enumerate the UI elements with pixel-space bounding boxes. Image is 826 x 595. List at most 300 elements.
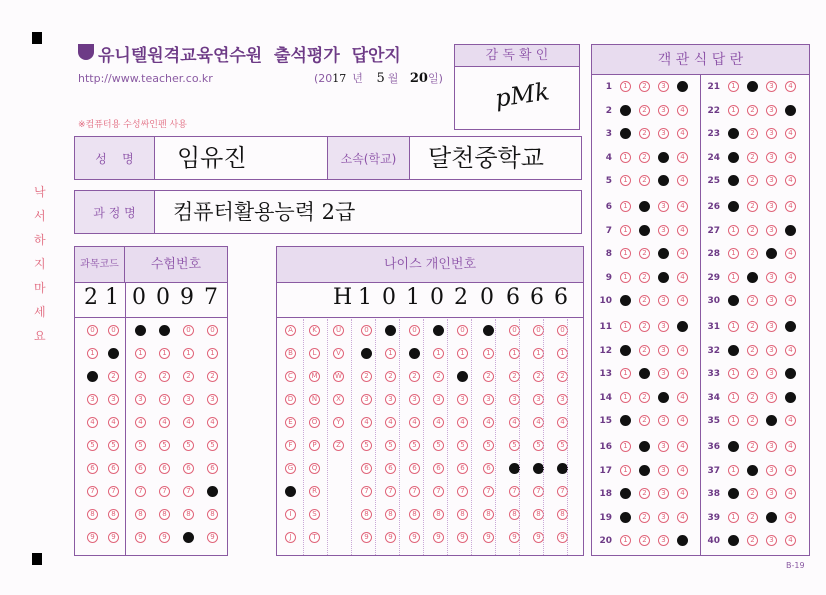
timing-mark-top — [32, 32, 42, 44]
answer-bubble: 8 — [457, 509, 468, 520]
answer-bubble: 2 — [639, 272, 650, 283]
answer-bubble: 8 — [433, 509, 444, 520]
answer-bubble: 2 — [747, 81, 758, 92]
answer-bubble: 4 — [677, 368, 688, 379]
written-digit: 6 — [506, 285, 520, 310]
letter-bubble: Z — [333, 440, 344, 451]
answer-bubble: 1 — [207, 348, 218, 359]
letter-bubble: O — [309, 417, 320, 428]
answer-bubble: 7 — [557, 486, 568, 497]
answer-bubble: 4 — [677, 535, 688, 546]
answer-bubble: 4 — [785, 415, 796, 426]
answer-bubble: 0 — [135, 325, 146, 336]
answer-bubble: 1 — [620, 201, 631, 212]
question-number: 35 — [707, 416, 720, 427]
answer-bubble: 4 — [557, 417, 568, 428]
grid-line — [543, 319, 544, 555]
answer-bubble: 3 — [766, 295, 777, 306]
answer-bubble: 6 — [135, 463, 146, 474]
question-number: 21 — [707, 82, 720, 92]
answer-bubble: 1 — [620, 415, 631, 426]
grid-line — [519, 319, 520, 555]
question-number: 8 — [605, 249, 612, 260]
answer-bubble: 3 — [457, 394, 468, 405]
answer-bubble: 9 — [135, 532, 146, 543]
answer-bubble: 3 — [658, 225, 669, 236]
question-number: 32 — [707, 345, 720, 356]
question-number: 18 — [599, 489, 612, 500]
grid-line — [399, 319, 400, 555]
answer-bubble: 2 — [639, 441, 650, 452]
affiliation-value: 달천중학교 — [428, 144, 544, 172]
letter-bubble: F — [285, 440, 296, 451]
written-digit: 2 — [84, 285, 98, 310]
answer-bubble: 1 — [620, 368, 631, 379]
answer-bubble: 2 — [747, 248, 758, 259]
answer-bubble: 1 — [620, 441, 631, 452]
answer-bubble: 3 — [87, 394, 98, 405]
answer-bubble: 4 — [433, 417, 444, 428]
exam-number-label: 수험번호 — [125, 247, 227, 283]
answer-bubble: 2 — [639, 512, 650, 523]
course-row — [74, 190, 582, 234]
answer-bubble: 2 — [747, 512, 758, 523]
answer-bubble: 7 — [533, 486, 544, 497]
answer-bubble: 3 — [766, 535, 777, 546]
letter-bubble: M — [309, 371, 320, 382]
answer-bubble: 1 — [620, 272, 631, 283]
written-digit: 7 — [204, 285, 218, 310]
answer-bubble: 2 — [639, 128, 650, 139]
answer-box — [591, 44, 810, 556]
answer-bubble: 3 — [766, 248, 777, 259]
answer-bubble: 3 — [658, 535, 669, 546]
answer-bubble: 2 — [747, 272, 758, 283]
written-digit: 0 — [480, 285, 494, 310]
side-char: 마 — [34, 281, 46, 295]
answer-bubble: 9 — [87, 532, 98, 543]
exam-date — [314, 70, 443, 86]
answer-bubble: 1 — [728, 175, 739, 186]
answer-bubble: 5 — [159, 440, 170, 451]
answer-bubble: 4 — [785, 175, 796, 186]
letter-bubble: H — [285, 486, 296, 497]
question-number: 26 — [707, 202, 720, 212]
answer-bubble: 3 — [658, 201, 669, 212]
answer-bubble: 6 — [509, 463, 520, 474]
question-number: 19 — [599, 512, 612, 523]
question-number: 38 — [707, 489, 720, 500]
neis-label: 나이스 개인번호 — [277, 247, 583, 283]
answer-bubble: 5 — [361, 440, 372, 451]
answer-bubble: 5 — [385, 440, 396, 451]
answer-bubble: 6 — [533, 463, 544, 474]
name-label: 성 명 — [75, 137, 155, 179]
answer-bubble: 2 — [639, 225, 650, 236]
answer-bubble: 1 — [728, 488, 739, 499]
answer-bubble: 2 — [747, 152, 758, 163]
answer-bubble: 3 — [766, 465, 777, 476]
answer-bubble: 9 — [533, 532, 544, 543]
written-digit: 0 — [156, 285, 170, 310]
form-code: B-19 — [786, 561, 805, 570]
date-month-suffix: 월 — [387, 72, 399, 85]
answer-bubble: 9 — [557, 532, 568, 543]
answer-bubble: 1 — [728, 441, 739, 452]
answer-bubble: 2 — [639, 81, 650, 92]
answer-bubble: 8 — [533, 509, 544, 520]
timing-mark-bottom — [32, 553, 42, 565]
answer-bubble: 4 — [785, 345, 796, 356]
code-divider — [75, 317, 227, 319]
answer-bubble: 4 — [677, 272, 688, 283]
answer-bubble: 2 — [747, 105, 758, 116]
question-number: 34 — [707, 392, 720, 403]
answer-bubble: 6 — [361, 463, 372, 474]
answer-bubble: 4 — [785, 368, 796, 379]
grid-line — [423, 319, 424, 555]
answer-bubble: 7 — [385, 486, 396, 497]
answer-bubble: 4 — [785, 152, 796, 163]
answer-bubble: 8 — [108, 509, 119, 520]
answer-bubble: 1 — [620, 175, 631, 186]
side-char: 지 — [34, 257, 46, 271]
answer-bubble: 4 — [785, 392, 796, 403]
answer-bubble: 3 — [766, 392, 777, 403]
answer-bubble: 0 — [409, 325, 420, 336]
answer-bubble: 3 — [135, 394, 146, 405]
question-number: 7 — [605, 225, 612, 236]
question-number: 36 — [707, 442, 720, 452]
answer-bubble: 3 — [766, 441, 777, 452]
website-url: http://www.teacher.co.kr — [78, 72, 213, 85]
answer-bubble: 1 — [728, 512, 739, 523]
letter-bubble: L — [309, 348, 320, 359]
written-digit: 1 — [358, 285, 372, 310]
written-letter: H — [333, 285, 353, 310]
answer-bubble: 6 — [183, 463, 194, 474]
answer-bubble: 4 — [509, 417, 520, 428]
course-code-label: 과목코드 — [75, 247, 125, 283]
answer-bubble: 4 — [677, 81, 688, 92]
answer-bubble: 1 — [483, 348, 494, 359]
answer-bubble: 1 — [433, 348, 444, 359]
course-value: 컴퓨터활용능력 2급 — [173, 200, 356, 224]
answer-bubble: 9 — [361, 532, 372, 543]
answer-bubble: 1 — [620, 248, 631, 259]
answer-bubble: 8 — [385, 509, 396, 520]
written-digit: 0 — [132, 285, 146, 310]
name-value: 임유진 — [155, 137, 328, 179]
grid-line — [351, 319, 352, 555]
answer-bubble: 4 — [785, 272, 796, 283]
answer-bubble: 9 — [108, 532, 119, 543]
answer-bubble: 0 — [385, 325, 396, 336]
question-number: 31 — [707, 322, 720, 332]
answer-bubble: 4 — [483, 417, 494, 428]
answer-bubble: 5 — [207, 440, 218, 451]
question-number: 37 — [707, 465, 720, 476]
answer-bubble: 2 — [747, 465, 758, 476]
answer-bubble: 4 — [785, 128, 796, 139]
answer-bubble: 4 — [677, 465, 688, 476]
neis-divider — [277, 317, 583, 318]
answer-bubble: 6 — [385, 463, 396, 474]
grid-line — [495, 319, 496, 555]
answer-bubble: 8 — [135, 509, 146, 520]
answer-bubble: 3 — [766, 225, 777, 236]
answer-bubble: 1 — [728, 368, 739, 379]
answer-bubble: 4 — [677, 488, 688, 499]
written-digit: 2 — [454, 285, 468, 310]
supervisor-box — [454, 44, 580, 130]
answer-bubble: 9 — [409, 532, 420, 543]
answer-bubble: 4 — [785, 321, 796, 332]
question-number: 5 — [605, 176, 612, 187]
answer-bubble: 1 — [728, 535, 739, 546]
letter-bubble: G — [285, 463, 296, 474]
answer-bubble: 2 — [747, 488, 758, 499]
answer-bubble: 3 — [658, 152, 669, 163]
answer-bubble: 2 — [509, 371, 520, 382]
answer-bubble: 3 — [766, 272, 777, 283]
answer-bubble: 6 — [207, 463, 218, 474]
answer-bubble: 4 — [159, 417, 170, 428]
pen-notice: ※컴퓨터용 수성싸인펜 사용 — [78, 120, 187, 130]
answer-bubble: 1 — [533, 348, 544, 359]
answer-center-divider — [700, 75, 701, 555]
answer-bubble: 6 — [557, 463, 568, 474]
answer-bubble: 4 — [785, 225, 796, 236]
answer-bubble: 3 — [108, 394, 119, 405]
question-number: 11 — [599, 322, 612, 332]
answer-bubble: 0 — [87, 325, 98, 336]
answer-bubble: 2 — [108, 371, 119, 382]
answer-bubble: 1 — [557, 348, 568, 359]
answer-bubble: 4 — [361, 417, 372, 428]
answer-bubble: 4 — [385, 417, 396, 428]
question-number: 30 — [707, 296, 720, 307]
answer-bubble: 4 — [677, 392, 688, 403]
answer-bubble: 2 — [639, 368, 650, 379]
date-month: 5 — [376, 71, 385, 86]
letter-bubble: Q — [309, 463, 320, 474]
answer-bubble: 4 — [135, 417, 146, 428]
letter-bubble: K — [309, 325, 320, 336]
answer-bubble: 6 — [108, 463, 119, 474]
answer-bubble: 3 — [658, 488, 669, 499]
answer-bubble: 4 — [785, 535, 796, 546]
question-number: 16 — [599, 442, 612, 452]
answer-bubble: 4 — [677, 441, 688, 452]
answer-bubble: 5 — [108, 440, 119, 451]
answer-bubble: 3 — [766, 128, 777, 139]
answer-bubble: 1 — [728, 248, 739, 259]
answer-bubble: 1 — [728, 128, 739, 139]
written-digit: 9 — [180, 285, 194, 310]
answer-bubble: 2 — [639, 415, 650, 426]
answer-bubble: 3 — [766, 345, 777, 356]
answer-bubble: 5 — [533, 440, 544, 451]
answer-bubble: 4 — [785, 81, 796, 92]
answer-bubble: 5 — [457, 440, 468, 451]
answer-bubble: 7 — [457, 486, 468, 497]
question-number: 33 — [707, 369, 720, 380]
answer-bubble: 7 — [409, 486, 420, 497]
answer-bubble: 3 — [766, 321, 777, 332]
answer-bubble: 3 — [361, 394, 372, 405]
answer-bubble: 3 — [766, 488, 777, 499]
answer-bubble: 1 — [135, 348, 146, 359]
answer-bubble: 2 — [747, 368, 758, 379]
answer-bubble: 3 — [658, 321, 669, 332]
answer-bubble: 8 — [361, 509, 372, 520]
question-number: 13 — [599, 369, 612, 380]
answer-bubble: 4 — [87, 417, 98, 428]
answer-bubble: 1 — [183, 348, 194, 359]
question-number: 25 — [707, 176, 720, 187]
answer-bubble: 0 — [509, 325, 520, 336]
written-digit: 6 — [554, 285, 568, 310]
date-day: 20 — [409, 71, 428, 86]
answer-bubble: 2 — [639, 152, 650, 163]
answer-bubble: 2 — [639, 535, 650, 546]
answer-bubble: 5 — [409, 440, 420, 451]
course-label: 과 정 명 — [75, 191, 155, 233]
letter-bubble: I — [285, 509, 296, 520]
answer-bubble: 2 — [639, 248, 650, 259]
letter-bubble: D — [285, 394, 296, 405]
supervisor-label: 감 독 확 인 — [455, 45, 579, 67]
grid-line — [303, 319, 304, 555]
answer-bubble: 1 — [385, 348, 396, 359]
answer-bubble: 2 — [533, 371, 544, 382]
answer-bubble: 7 — [483, 486, 494, 497]
answer-bubble: 7 — [183, 486, 194, 497]
answer-bubble: 3 — [658, 345, 669, 356]
answer-bubble: 2 — [639, 345, 650, 356]
answer-bubble: 2 — [361, 371, 372, 382]
answer-bubble: 7 — [135, 486, 146, 497]
answer-bubble: 8 — [159, 509, 170, 520]
side-char: 요 — [34, 329, 46, 343]
answer-bubble: 8 — [183, 509, 194, 520]
answer-bubble: 4 — [677, 248, 688, 259]
answer-bubble: 2 — [639, 488, 650, 499]
answer-bubble: 6 — [159, 463, 170, 474]
letter-bubble: T — [309, 532, 320, 543]
answer-bubble: 4 — [677, 321, 688, 332]
answer-bubble: 3 — [766, 415, 777, 426]
answer-bubble: 1 — [728, 392, 739, 403]
answer-bubble: 5 — [183, 440, 194, 451]
letter-bubble: P — [309, 440, 320, 451]
answer-bubble: 5 — [135, 440, 146, 451]
answer-bubble: 2 — [747, 321, 758, 332]
answer-bubble: 3 — [766, 201, 777, 212]
date-year-suffix: 년 — [352, 72, 363, 85]
answer-bubble: 1 — [87, 348, 98, 359]
answer-bubble: 3 — [658, 512, 669, 523]
answer-bubble: 2 — [409, 371, 420, 382]
answer-bubble: 1 — [728, 225, 739, 236]
answer-bubble: 1 — [457, 348, 468, 359]
letter-bubble: R — [309, 486, 320, 497]
written-digit: 6 — [530, 285, 544, 310]
answer-bubble: 1 — [409, 348, 420, 359]
answer-bubble: 7 — [87, 486, 98, 497]
answer-bubble: 2 — [483, 371, 494, 382]
letter-bubble: W — [333, 371, 344, 382]
answer-bubble: 3 — [658, 441, 669, 452]
answer-bubble: 4 — [533, 417, 544, 428]
question-number: 28 — [707, 249, 720, 260]
answer-bubble: 2 — [747, 535, 758, 546]
answer-bubble: 6 — [483, 463, 494, 474]
answer-bubble: 0 — [207, 325, 218, 336]
answer-bubble: 2 — [747, 345, 758, 356]
answer-bubble: 1 — [509, 348, 520, 359]
letter-bubble: U — [333, 325, 344, 336]
answer-bubble: 3 — [509, 394, 520, 405]
answer-bubble: 4 — [108, 417, 119, 428]
letter-bubble: C — [285, 371, 296, 382]
date-day-suffix: 일) — [427, 72, 443, 85]
answer-bubble: 3 — [159, 394, 170, 405]
answer-bubble: 7 — [207, 486, 218, 497]
answer-bubble: 3 — [658, 248, 669, 259]
question-number: 9 — [605, 272, 612, 283]
answer-bubble: 9 — [159, 532, 170, 543]
answer-bubble: 2 — [639, 465, 650, 476]
answer-bubble: 3 — [658, 392, 669, 403]
answer-bubble: 2 — [639, 105, 650, 116]
answer-bubble: 1 — [620, 152, 631, 163]
question-number: 10 — [599, 296, 612, 307]
answer-bubble: 1 — [620, 535, 631, 546]
side-char: 하 — [34, 233, 46, 247]
side-char: 서 — [34, 209, 46, 223]
answer-bubble: 3 — [658, 128, 669, 139]
question-number: 1 — [605, 82, 612, 92]
answer-bubble: 2 — [747, 128, 758, 139]
question-number: 39 — [707, 512, 720, 523]
answer-bubble: 3 — [658, 175, 669, 186]
answer-bubble: 2 — [747, 295, 758, 306]
question-number: 29 — [707, 272, 720, 283]
answer-bubble: 1 — [620, 345, 631, 356]
question-number: 27 — [707, 225, 720, 236]
question-number: 14 — [599, 392, 612, 403]
letter-bubble: A — [285, 325, 296, 336]
question-number: 2 — [605, 105, 612, 116]
code-exam-box — [74, 246, 228, 556]
answer-bubble: 2 — [747, 392, 758, 403]
answer-bubble: 8 — [87, 509, 98, 520]
question-number: 3 — [605, 129, 612, 140]
letter-bubble: V — [333, 348, 344, 359]
question-number: 15 — [599, 416, 612, 427]
written-digit: 1 — [406, 285, 420, 310]
question-number: 4 — [605, 152, 612, 163]
side-char: 낙 — [34, 185, 46, 199]
answer-bubble: 1 — [361, 348, 372, 359]
answer-bubble: 3 — [766, 175, 777, 186]
letter-bubble: B — [285, 348, 296, 359]
answer-bubble: 0 — [159, 325, 170, 336]
answer-bubble: 3 — [557, 394, 568, 405]
answer-bubble: 3 — [658, 295, 669, 306]
